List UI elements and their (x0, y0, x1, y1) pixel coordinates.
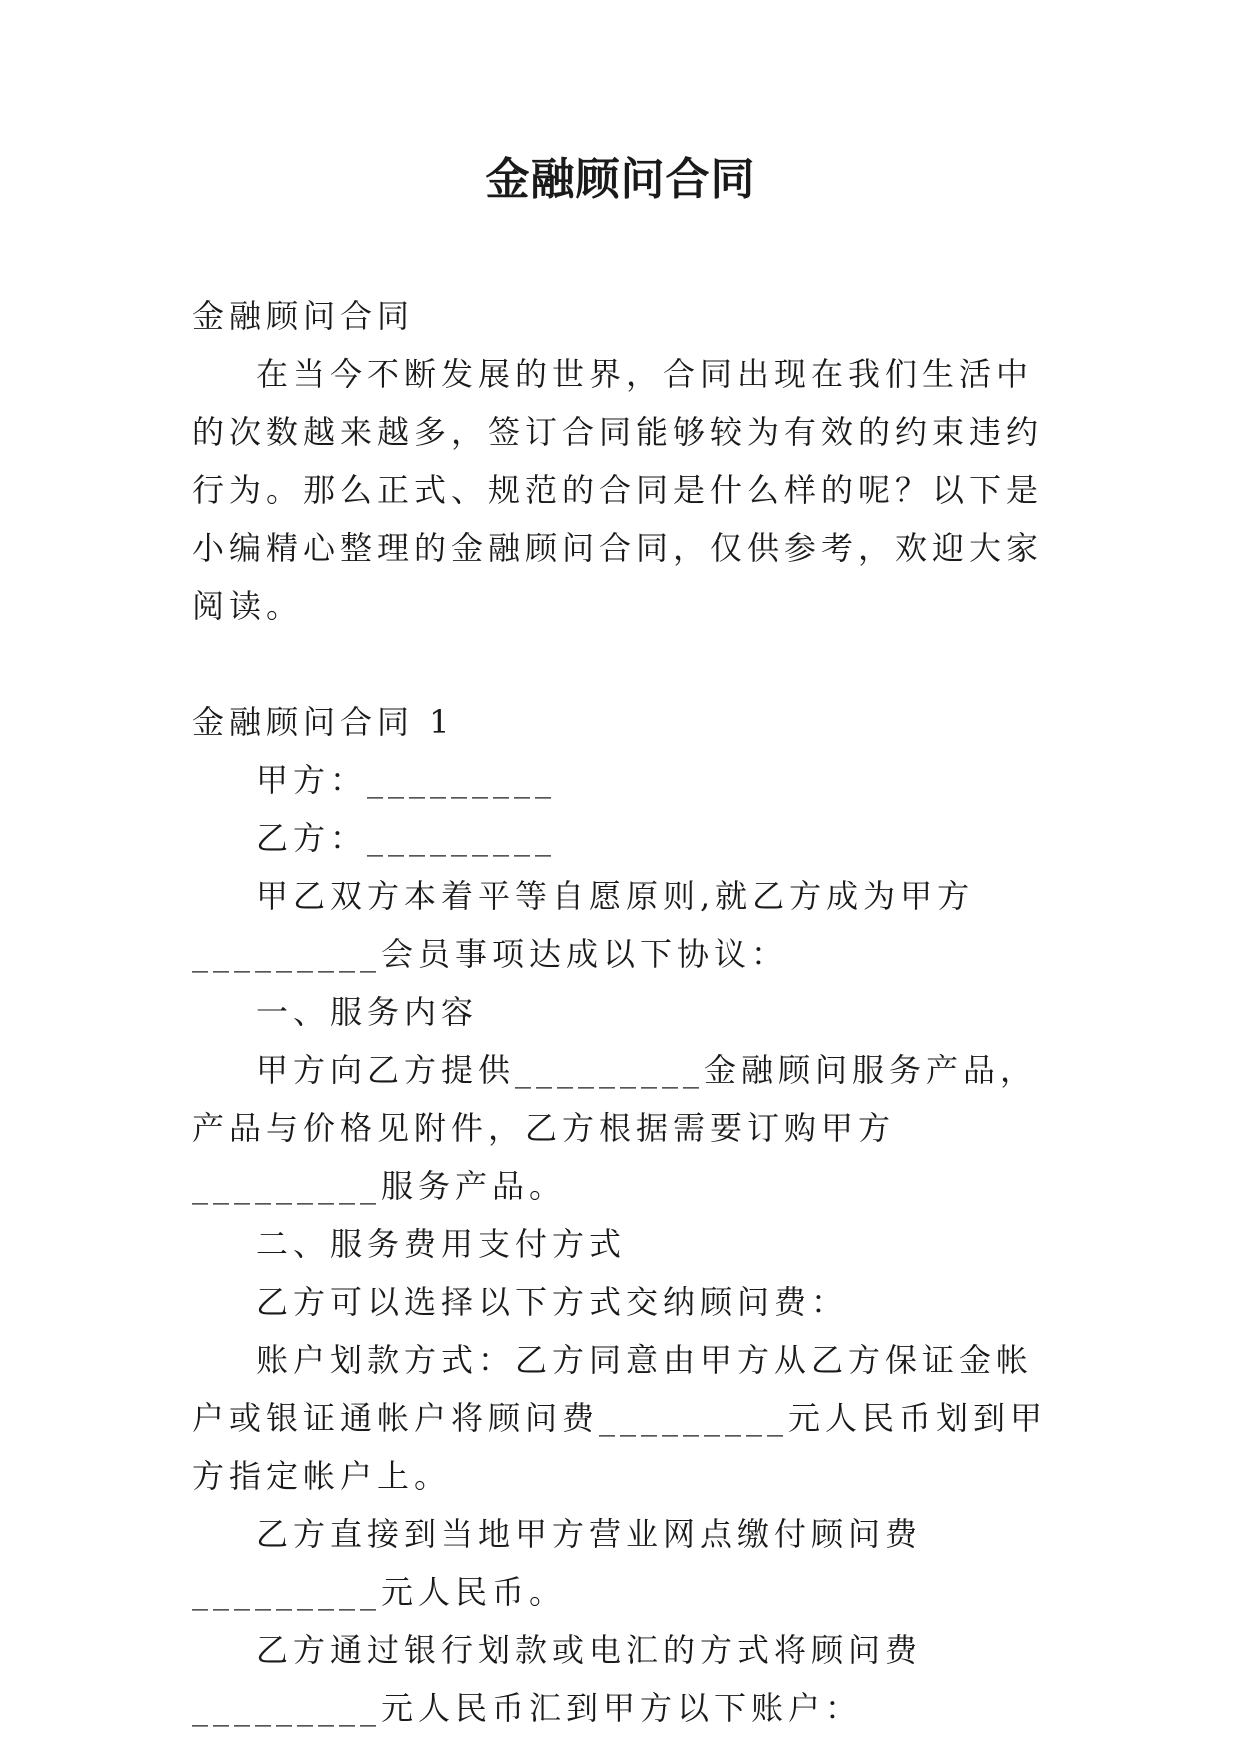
payment-bank-paragraph: 乙方通过银行划款或电汇的方式将顾问费_________元人民币汇到甲方以下账户： (192, 1631, 923, 1727)
intro-paragraph: 在当今不断发展的世界，合同出现在我们生活中的次数越来越多，签订合同能够较为有效的约束违约行为。那么正式、规范的合同是什么样的呢？以下是小编精心整理的金融顾问合同，仅供参考，欢迎大家阅读。 (192, 355, 1044, 625)
payment-transfer-paragraph: 账户划款方式：乙方同意由甲方从乙方保证金帐户或银证通帐户将顾问费_________元人民币划到甲方指定帐户上。 (192, 1341, 1048, 1495)
section-heading: 金融顾问合同 1 (192, 703, 455, 741)
payment-intro-paragraph: 乙方可以选择以下方式交纳顾问费： (256, 1283, 849, 1321)
agreement-paragraph: 甲乙双方本着平等自愿原则,就乙方成为甲方_________会员事项达成以下协议： (192, 877, 975, 973)
paragraph-gap (192, 635, 1056, 693)
clause-heading-service: 一、服务内容 (256, 993, 479, 1031)
service-content-paragraph: 甲方向乙方提供_________金融顾问服务产品，产品与价格见附件，乙方根据需要订购甲方_________服务产品。 (192, 1051, 1038, 1205)
document-body (192, 287, 1056, 1737)
party-a-line: 甲方：_________ (256, 761, 557, 799)
document-title: 金融顾问合同 (485, 154, 756, 205)
party-b-line: 乙方：_________ (256, 819, 557, 857)
clause-heading-payment: 二、服务费用支付方式 (256, 1225, 627, 1263)
payment-direct-paragraph: 乙方直接到当地甲方营业网点缴付顾问费_________元人民币。 (192, 1515, 923, 1611)
document-subtitle: 金融顾问合同 (192, 297, 415, 335)
